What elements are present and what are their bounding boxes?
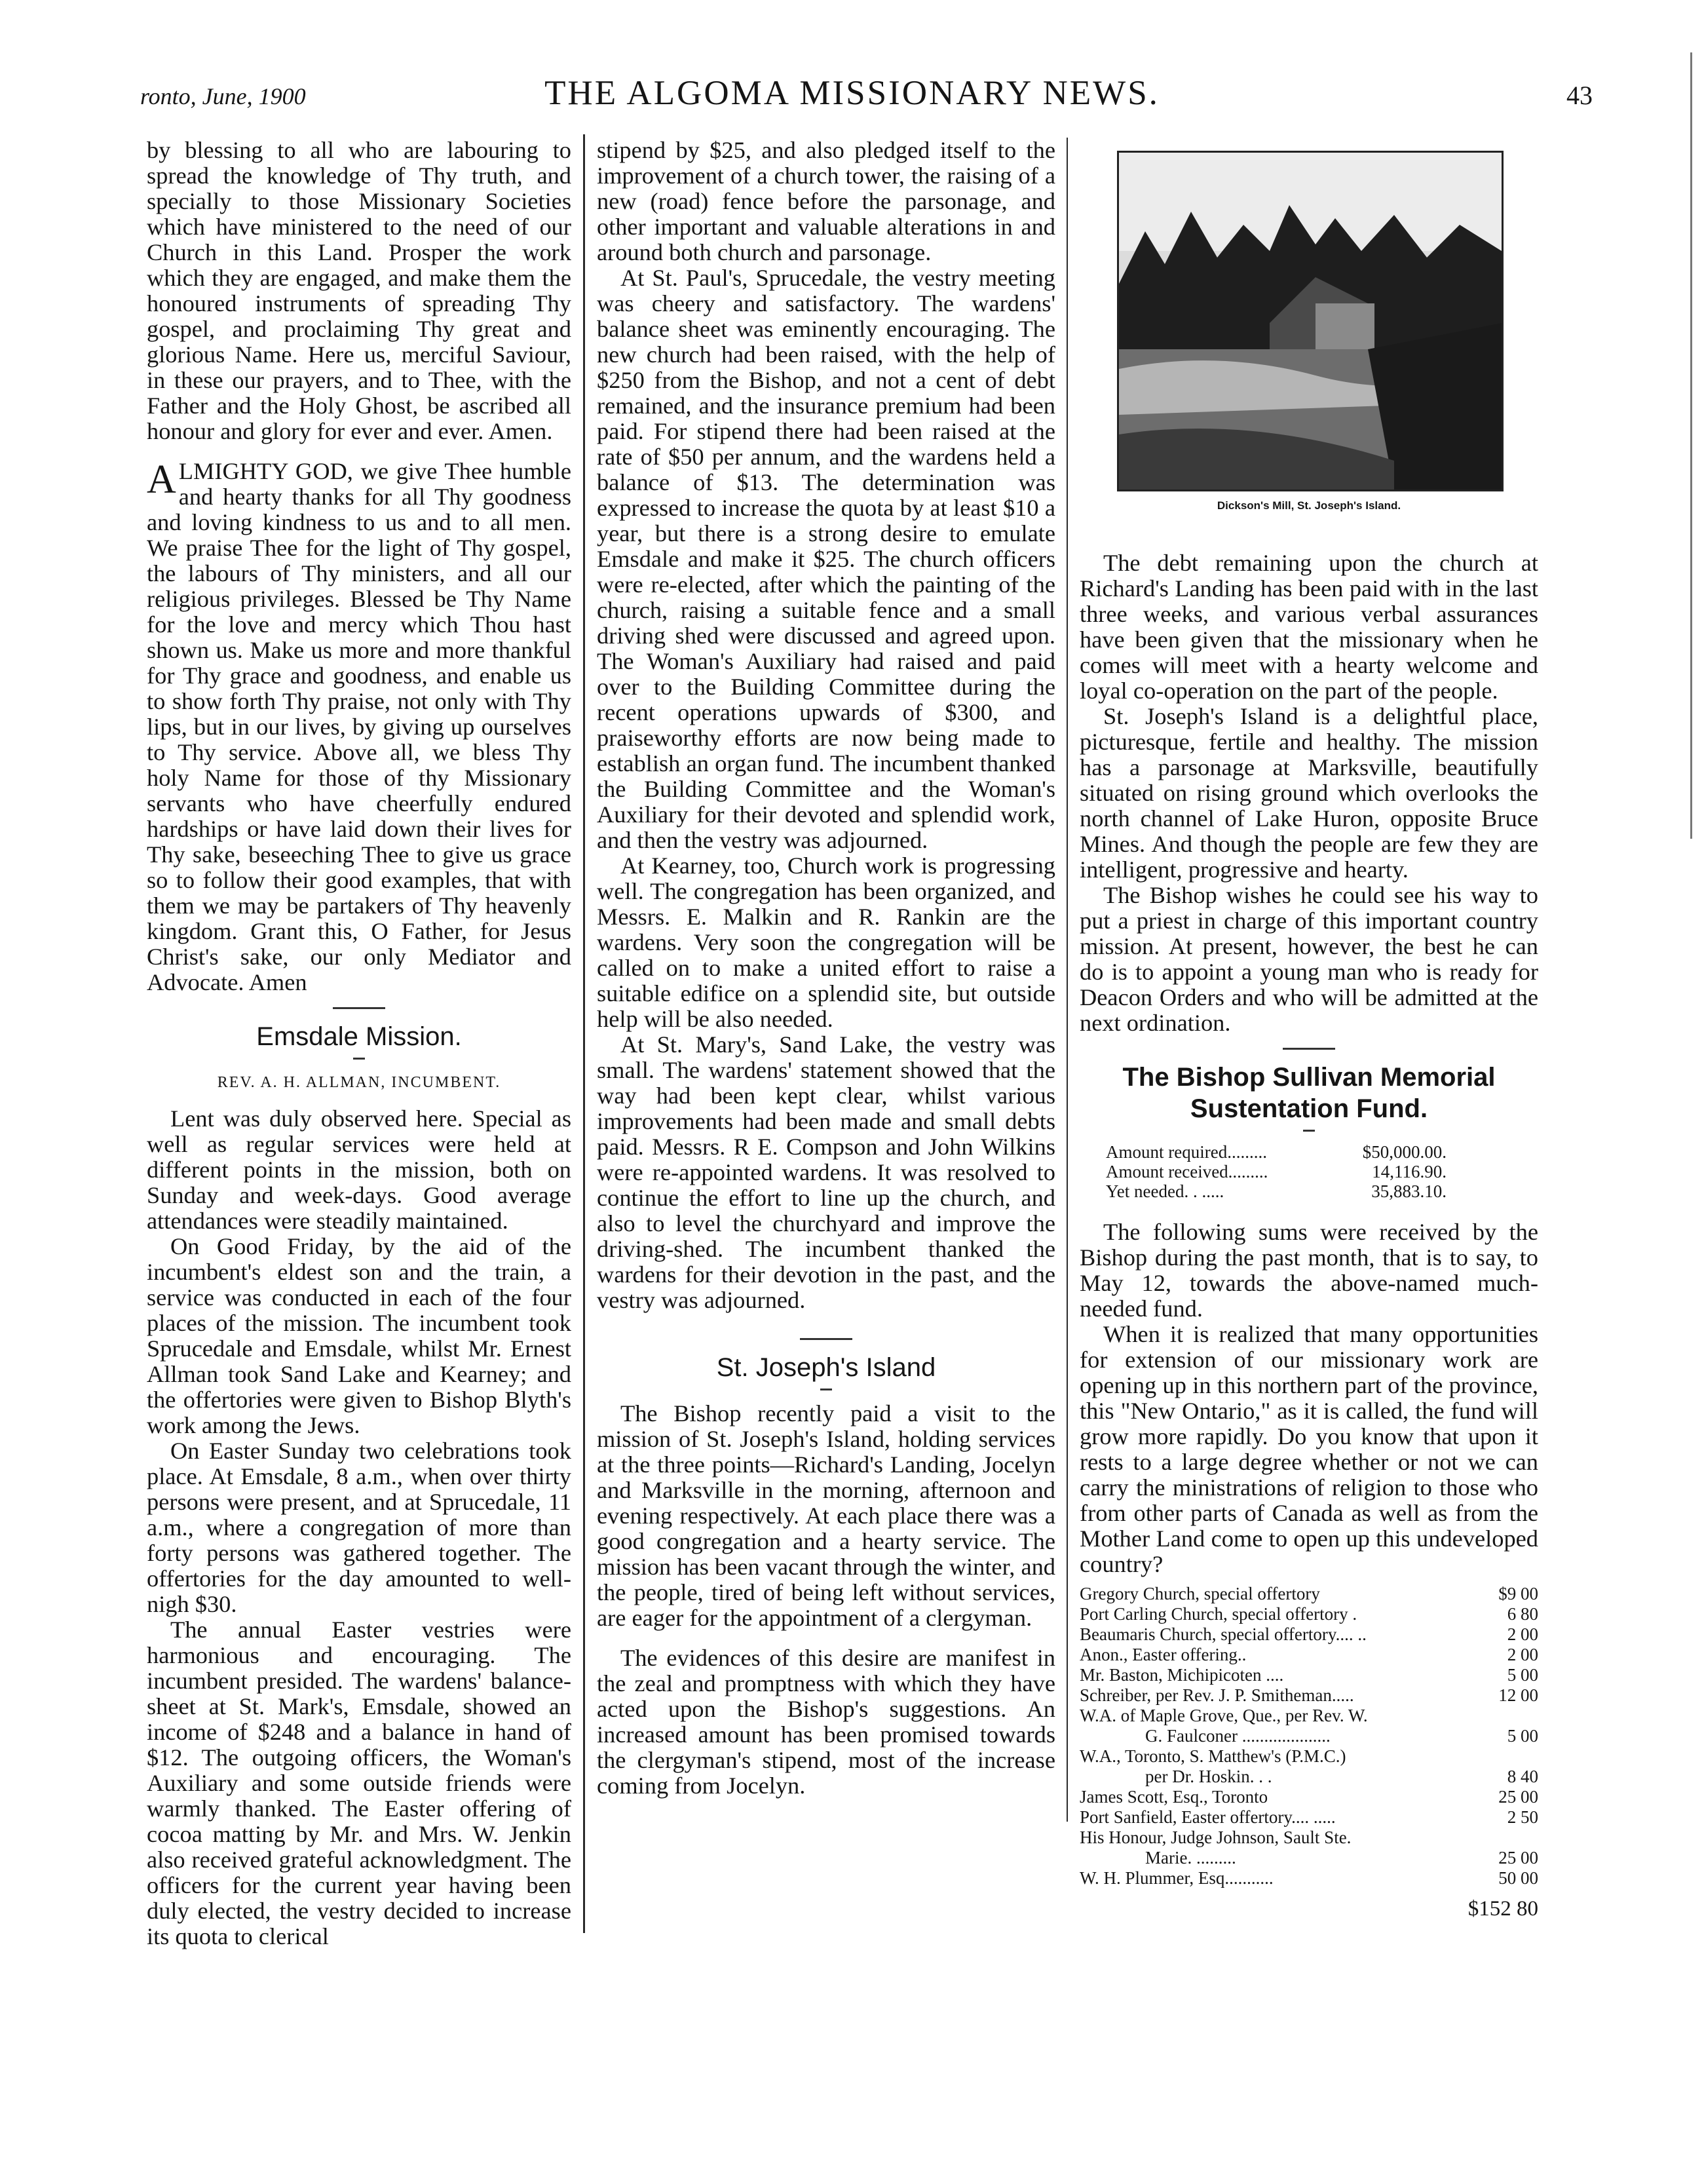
amount-value: $50,000.00. [1362, 1142, 1447, 1162]
donation-value: 2 00 [1507, 1624, 1538, 1644]
amount-row [1106, 1162, 1447, 1181]
donation-label: Marie. ......... [1145, 1848, 1236, 1868]
dicksons-mill-photo [1117, 151, 1504, 491]
donation-label: Mr. Baston, Michipicoten .... [1080, 1665, 1284, 1685]
paragraph: The annual Easter vestries were harmonious and encouraging. The incumbent presided. The wardens' balance-sheet at St. Mark's, Emsdale, showed an income of $248 and a balance in hand of $12. The outgoing officers, the Woman's Auxiliary and some outside friends were warmly thanked. The Easter offering of cocoa matting by Mr. and Mrs. W. Jenkin also received grateful acknowledgment. The officers for the current year having been duly elected, the vestry decided to increase its quota to clerical [147, 1617, 571, 1949]
donation-label: Anon., Easter offering.. [1080, 1645, 1247, 1664]
donation-value: 5 00 [1507, 1726, 1538, 1746]
donation-label: G. Faulconer .................... [1145, 1726, 1331, 1746]
donation-label: per Dr. Hoskin. . . [1145, 1767, 1272, 1786]
section-divider [1283, 1048, 1335, 1050]
donation-label: James Scott, Esq., Toronto [1080, 1787, 1268, 1807]
title-rule [353, 1058, 365, 1060]
donation-label: W.A., Toronto, S. Matthew's (P.M.C.) [1080, 1746, 1346, 1766]
donation-row [1080, 1645, 1538, 1665]
donation-value [1479, 1828, 1538, 1848]
donation-row [1080, 1828, 1538, 1848]
column-rule-right [1067, 138, 1068, 1822]
amount-label: Yet needed. . ..... [1106, 1181, 1224, 1201]
amount-value: 14,116.90. [1372, 1162, 1447, 1181]
amount-label: Amount received......... [1106, 1162, 1268, 1181]
paragraph: The following sums were received by the Bishop during the past month, that is to say, to May 12, towards the above-named much-needed fund. [1080, 1219, 1538, 1322]
drop-cap: A [147, 457, 176, 502]
emsdale-title: Emsdale Mission. [256, 1022, 462, 1051]
donation-label: W.A. of Maple Grove, Que., per Rev. W. [1080, 1706, 1368, 1725]
amount-value: 35,883.10. [1371, 1181, 1447, 1201]
column-two [597, 138, 1055, 1799]
donation-row [1080, 1807, 1538, 1828]
donation-row [1080, 1767, 1538, 1787]
masthead-title: THE ALGOMA MISSIONARY NEWS. [544, 74, 1160, 112]
paragraph: At St. Mary's, Sand Lake, the vestry was small. The wardens' statement showed that the way had been kept clear, whilst various improvements had been made and small debts paid. Messrs. R E. Compson and John Wilkins were re-appointed wardens. It was resolved to continue the effort to line up the church, and also to level the churchyard and improve the driving-shed. The incumbent thanked the wardens for their devotion in the past, and the vestry was adjourned. [597, 1031, 1055, 1313]
paragraph: stipend by $25, and also pledged itself to the improvement of a church tower, the raising of a new (road) fence before the parsonage, and other important and valuable alterations in and around both church and parsonage. [597, 137, 1055, 265]
paragraph: The Bishop recently paid a visit to the mission of St. Joseph's Island, holding services at the three points—Richard's Landing, Jocelyn and Marksville in the morning, afternoon and evening respectively. At each place there was a good congregation and a hearty service. The mission has been vacant through the winter, and the people, tired of being left without services, are eager for the appointment of a clergyman. [597, 1400, 1055, 1631]
paragraph: At St. Paul's, Sprucedale, the vestry meeting was cheery and satisfactory. The wardens' balance sheet was eminently encouraging. The new church had been raised, with the help of $250 from the Bishop, and not a cent of debt remained, and the insurance premium had been paid. For stipend there had been raised at the rate of $50 per annum, and the wardens held a balance of $13. The determination was expressed to increase the quota by at least $10 a year, but there is a strong desire to emulate Emsdale and make it $25. The church officers were re-elected, after which the painting of the church, raising a suitable fence and a small driving shed were discussed and agreed upon. The Woman's Auxiliary had raised and paid over to the Building Committee during the recent operations upwards of $300, and praiseworthy efforts are now being made to establish an organ fund. The incumbent thanked the Building Committee and the Woman's Auxiliary for their devoted and splendid work, and then the vestry was adjourned. [597, 265, 1055, 853]
paragraph: The evidences of this desire are manifest in the zeal and promptness with which they have acted upon the Bishop's suggestions. An increased amount has been promised towards the clergyman's stipend, most of the increase coming from Jocelyn. [597, 1645, 1055, 1799]
donation-row [1080, 1726, 1538, 1746]
photo-caption: Dickson's Mill, St. Joseph's Island. [1217, 499, 1401, 512]
issue-date: ronto, June, 1900 [140, 83, 306, 109]
donation-label: Port Carling Church, special offertory . [1080, 1604, 1357, 1624]
paragraph: On Easter Sunday two celebrations took place. At Emsdale, 8 a.m., when over thirty persons were present, and at Sprucedale, 11 a.m., where a congregation of more than forty persons was gathered together. The offertories for the day amounted to well-nigh $30. [147, 1438, 571, 1617]
page-header [0, 73, 1704, 119]
donation-row [1080, 1787, 1538, 1807]
thanksgiving-opening: LMIGHTY GOD, [178, 458, 353, 484]
prayer-text: by blessing to all who are labouring to spread the knowledge of Thy truth, and specially to those Missionary Societies which have ministered to the need of our Church in this Land. Prosper the work which they are engaged, and make them the honoured instruments of spreading Thy gospel, and proclaiming Thy great and glorious Name. Here us, merciful Saviour, in these our prayers, and to Thee, with the Father and the Holy Ghost, be ascribed all honour and glory for ever and ever. Amen. [147, 137, 571, 444]
donation-value [1479, 1746, 1538, 1767]
mill-photo-image [1119, 153, 1502, 489]
stjoseph-title: St. Joseph's Island [716, 1353, 936, 1382]
thanksgiving-text: we give Thee humble and hearty thanks for all Thy goodness and loving kindness to us and to all men. We praise Thee for the light of Thy gospel, the labours of Thy ministers, and all our religious privileges. Blessed be Thy Name for the love and mercy which Thou hast shown us. Make us more and more thankful for Thy grace and goodness, and enable us to show forth Thy praise, not only with Thy lips, but in our lives, by giving up ourselves to Thy service. Above all, we bless Thy holy Name for those of thy Missionary servants who have cheerfully endured hardships or have laid down their lives for Thy sake, beseeching Thee to give us grace so to follow their good examples, that with them we may be partakers of Thy heavenly kingdom. Grant this, O Father, for Jesus Christ's sake, our only Mediator and Advocate. Amen [147, 458, 571, 995]
amount-row [1106, 1142, 1447, 1162]
donation-value: 5 00 [1507, 1665, 1538, 1685]
donation-value: 25 00 [1498, 1787, 1538, 1807]
donation-label: Gregory Church, special offertory [1080, 1584, 1320, 1603]
paragraph: The Bishop wishes he could see his way to put a priest in charge of this important country mission. At present, however, the best he can do is to appoint a young man who is ready for Deacon Orders and who will be admitted at the next ordination. [1080, 882, 1538, 1036]
donation-label: His Honour, Judge Johnson, Sault Ste. [1080, 1828, 1352, 1847]
fund-amounts [1106, 1142, 1538, 1201]
donation-value: 50 00 [1498, 1868, 1538, 1888]
paragraph: St. Joseph's Island is a delightful place, picturesque, fertile and healthy. The mission has a parsonage at Marksville, beautifully situated on rising ground which overlooks the north channel of Lake Huron, opposite Bruce Mines. And though the people are few they are intelligent, progressive and hearty. [1080, 703, 1538, 883]
donation-total: $152 80 [1467, 1897, 1538, 1921]
donation-label: Beaumaris Church, special offertory.... .. [1080, 1624, 1367, 1644]
donation-list [1080, 1584, 1538, 1888]
title-rule [820, 1389, 832, 1390]
donation-label: Schreiber, per Rev. J. P. Smitheman..... [1080, 1685, 1354, 1705]
donation-label: Port Sanfield, Easter offertory.... ..... [1080, 1807, 1336, 1827]
page-edge-mark [1690, 52, 1692, 839]
donation-value [1479, 1706, 1538, 1726]
donation-value: 2 50 [1507, 1807, 1538, 1827]
amount-label: Amount required......... [1106, 1142, 1267, 1162]
donation-value: 2 00 [1507, 1645, 1538, 1664]
donation-value: $9 00 [1498, 1584, 1538, 1603]
fund-title: The Bishop Sullivan Memorial Sustentation Fund. [1122, 1063, 1496, 1123]
donation-value: 6 80 [1507, 1604, 1538, 1624]
amount-row [1106, 1181, 1447, 1201]
title-rule [1303, 1130, 1315, 1132]
donation-row [1080, 1746, 1538, 1767]
emsdale-byline: REV. A. H. ALLMAN, INCUMBENT. [217, 1074, 501, 1091]
column-one [147, 138, 571, 1949]
section-divider [333, 1007, 385, 1009]
donation-row [1080, 1624, 1538, 1645]
donation-value: 12 00 [1498, 1685, 1538, 1705]
donation-row [1080, 1604, 1538, 1624]
donation-row [1080, 1584, 1538, 1604]
paragraph: Lent was duly observed here. Special as well as regular services were held at different points in the mission, both on Sunday and week-days. Good average attendances were steadily maintained. [147, 1105, 571, 1234]
column-three [1080, 511, 1538, 1922]
donation-label: W. H. Plummer, Esq........... [1080, 1868, 1274, 1888]
section-divider [800, 1338, 852, 1340]
page-number: 43 [1566, 81, 1593, 110]
donation-row [1080, 1665, 1538, 1685]
paragraph: The debt remaining upon the church at Richard's Landing has been paid with in the last three weeks, and various verbal assurances have been given that the missionary when he comes will meet with a hearty welcome and loyal co-operation on the part of the people. [1080, 550, 1538, 704]
donation-row [1080, 1706, 1538, 1726]
thanksgiving-prayer [147, 459, 571, 995]
donation-row [1080, 1685, 1538, 1706]
column-rule-left [583, 134, 585, 1933]
donation-row [1080, 1848, 1538, 1868]
paragraph: On Good Friday, by the aid of the incumbent's eldest son and the train, a service was conducted in each of the four places of the mission. The incumbent took Sprucedale and Emsdale, whilst Mr. Ernest Allman took Sand Lake and Kearney; and the offertories were given to Bishop Blyth's work among the Jews. [147, 1233, 571, 1438]
paragraph: At Kearney, too, Church work is progressing well. The congregation has been organized, and Messrs. E. Malkin and R. Rankin are the wardens. Very soon the congregation will be called on to make a united effort to raise a suitable edifice on a splendid site, but outside help will be also needed. [597, 853, 1055, 1032]
donation-value: 25 00 [1498, 1848, 1538, 1868]
donation-value: 8 40 [1507, 1767, 1538, 1786]
paragraph: When it is realized that many opportunities for extension of our missionary work are opening up in this northern part of the province, this "New Ontario," as it is called, the fund will grow more rapidly. Do you know that upon it rests to a large degree whether or not we can carry the ministrations of religion to those who from other parts of Canada as well as from the Mother Land come to open up this undeveloped country? [1080, 1321, 1538, 1577]
donation-row [1080, 1868, 1538, 1888]
